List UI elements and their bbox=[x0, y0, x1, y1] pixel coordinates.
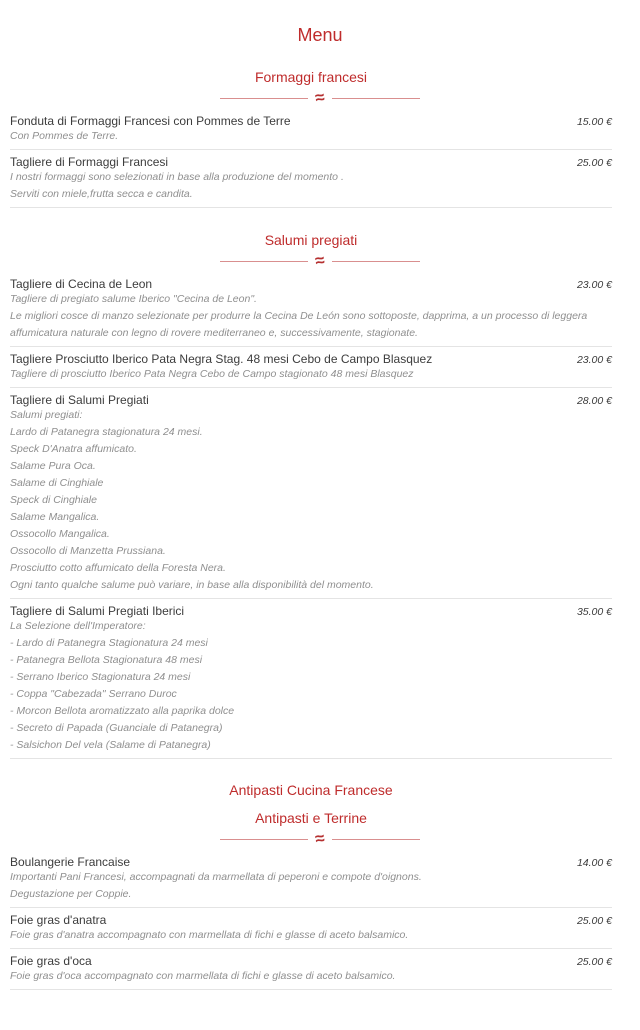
item-description-line: - Serrano Iberico Stagionatura 24 mesi bbox=[10, 671, 191, 683]
ornament-line-right bbox=[332, 839, 420, 840]
item-name: Tagliere di Formaggi Francesi bbox=[10, 155, 169, 169]
menu-item bbox=[10, 850, 612, 908]
item-description-line: - Morcon Bellota aromatizzato alla paprika dolce bbox=[10, 705, 235, 717]
item-description-line: Salame Pura Oca. bbox=[10, 460, 96, 472]
item-price: 28.00 € bbox=[576, 395, 612, 407]
page-title: Menu bbox=[297, 25, 343, 45]
menu-item bbox=[10, 109, 612, 150]
item-descriptions bbox=[10, 291, 612, 342]
item-name: Foie gras d'anatra bbox=[10, 913, 107, 927]
section-title: Antipasti e Terrine bbox=[255, 810, 367, 826]
ornament-line-left bbox=[220, 839, 308, 840]
menu-item bbox=[10, 150, 612, 208]
section-items bbox=[10, 109, 612, 208]
item-head bbox=[10, 913, 612, 927]
item-descriptions bbox=[10, 128, 612, 145]
item-head bbox=[10, 954, 612, 968]
item-description-line: Ossocollo Mangalica. bbox=[10, 528, 110, 540]
item-name: Foie gras d'oca bbox=[10, 954, 92, 968]
item-head bbox=[10, 393, 612, 407]
menu-item bbox=[10, 599, 612, 759]
item-price: 23.00 € bbox=[576, 279, 612, 291]
item-description-line: Tagliere di pregiato salume Iberico "Cecina de Leon". bbox=[10, 293, 257, 305]
squiggle-icon: ≈ bbox=[313, 87, 327, 108]
menu-item bbox=[10, 347, 612, 388]
menu-item bbox=[10, 949, 612, 990]
menu-section bbox=[10, 233, 612, 759]
item-price: 25.00 € bbox=[576, 157, 612, 169]
item-price: 35.00 € bbox=[576, 606, 612, 618]
item-description-line: - Coppa "Cabezada" Serrano Duroc bbox=[10, 688, 177, 700]
item-price: 25.00 € bbox=[576, 956, 612, 968]
item-head bbox=[10, 114, 612, 128]
item-description-line: Speck D'Anatra affumicato. bbox=[10, 443, 137, 455]
menu-item bbox=[10, 908, 612, 949]
item-description-line: - Secreto di Papada (Guanciale di Patanegra) bbox=[10, 722, 223, 734]
item-name: Tagliere di Salumi Pregiati Iberici bbox=[10, 604, 185, 618]
item-description-line: Foie gras d'oca accompagnato con marmellata di fichi e glasse di aceto balsamico. bbox=[10, 970, 396, 982]
item-descriptions bbox=[10, 618, 612, 754]
item-description-line: - Salsichon Del vela (Salame di Patanegra) bbox=[10, 739, 211, 751]
item-description-line: - Lardo di Patanegra Stagionatura 24 mesi bbox=[10, 637, 208, 649]
ornament-line-right bbox=[332, 98, 420, 99]
item-head bbox=[10, 352, 612, 366]
item-descriptions bbox=[10, 968, 612, 985]
item-description-line: Le migliori cosce di manzo selezionate per produrre la Cecina De León sono sottoposte, dapprima, a un processo di leggera affumicatura naturale con legno di rovere mediterraneo e, successivamente, stagionate. bbox=[10, 310, 588, 339]
item-description-line: Lardo di Patanegra stagionatura 24 mesi. bbox=[10, 426, 203, 438]
section-items bbox=[10, 850, 612, 990]
item-description-line: Prosciutto cotto affumicato della Foresta Nera. bbox=[10, 562, 226, 574]
item-price: 14.00 € bbox=[576, 857, 612, 869]
item-description-line: Salame di Cinghiale bbox=[10, 477, 104, 489]
item-descriptions bbox=[10, 869, 612, 903]
item-descriptions bbox=[10, 169, 612, 203]
item-descriptions bbox=[10, 366, 612, 383]
item-price: 15.00 € bbox=[576, 116, 612, 128]
section-title: Salumi pregiati bbox=[264, 232, 358, 248]
item-head bbox=[10, 155, 612, 169]
section-ornament bbox=[10, 828, 630, 849]
section-title: Formaggi francesi bbox=[254, 69, 368, 85]
item-descriptions bbox=[10, 407, 612, 594]
item-description-line: I nostri formaggi sono selezionati in base alla produzione del momento . bbox=[10, 171, 344, 183]
item-descriptions bbox=[10, 927, 612, 944]
item-name: Fonduta di Formaggi Francesi con Pommes de Terre bbox=[10, 114, 291, 128]
item-description-line: Salumi pregiati: bbox=[10, 409, 83, 421]
item-description-line: Degustazione per Coppie. bbox=[10, 888, 132, 900]
item-description-line: Importanti Pani Francesi, accompagnati da marmellata di peperoni e compote d'oignons. bbox=[10, 871, 422, 883]
item-name: Boulangerie Francaise bbox=[10, 855, 131, 869]
menu-section bbox=[10, 783, 612, 990]
item-description-line: Con Pommes de Terre. bbox=[10, 130, 119, 142]
squiggle-icon: ≈ bbox=[313, 828, 327, 849]
item-head bbox=[10, 855, 612, 869]
item-description-line: La Selezione dell'Imperatore: bbox=[10, 620, 146, 632]
menu-section bbox=[10, 70, 612, 208]
item-description-line: Speck di Cinghiale bbox=[10, 494, 97, 506]
item-name: Tagliere di Cecina de Leon bbox=[10, 277, 153, 291]
item-description-line: Salame Mangalica. bbox=[10, 511, 100, 523]
menu-item bbox=[10, 272, 612, 347]
item-description-line: Ogni tanto qualche salume può variare, in base alla disponibilità del momento. bbox=[10, 579, 374, 591]
item-description-line: Tagliere di prosciutto Iberico Pata Negra Cebo de Campo stagionato 48 mesi Blasquez bbox=[10, 368, 414, 380]
item-description-line: - Patanegra Bellota Stagionatura 48 mesi bbox=[10, 654, 203, 666]
squiggle-icon: ≈ bbox=[313, 250, 327, 271]
item-head bbox=[10, 604, 612, 618]
category-title: Antipasti Cucina Francese bbox=[229, 782, 393, 798]
ornament-line-left bbox=[220, 98, 308, 99]
ornament-line-left bbox=[220, 261, 308, 262]
section-ornament bbox=[10, 87, 630, 108]
item-description-line: Ossocollo di Manzetta Prussiana. bbox=[10, 545, 166, 557]
section-ornament bbox=[10, 250, 630, 271]
item-description-line: Serviti con miele,frutta secca e candita. bbox=[10, 188, 193, 200]
item-head bbox=[10, 277, 612, 291]
menu-item bbox=[10, 388, 612, 599]
menu-content bbox=[10, 70, 612, 990]
item-name: Tagliere Prosciutto Iberico Pata Negra Stag. 48 mesi Cebo de Campo Blasquez bbox=[10, 352, 433, 366]
item-price: 23.00 € bbox=[576, 354, 612, 366]
item-name: Tagliere di Salumi Pregiati bbox=[10, 393, 149, 407]
ornament-line-right bbox=[332, 261, 420, 262]
item-description-line: Foie gras d'anatra accompagnato con marmellata di fichi e glasse di aceto balsamico. bbox=[10, 929, 409, 941]
section-items bbox=[10, 272, 612, 759]
item-price: 25.00 € bbox=[576, 915, 612, 927]
